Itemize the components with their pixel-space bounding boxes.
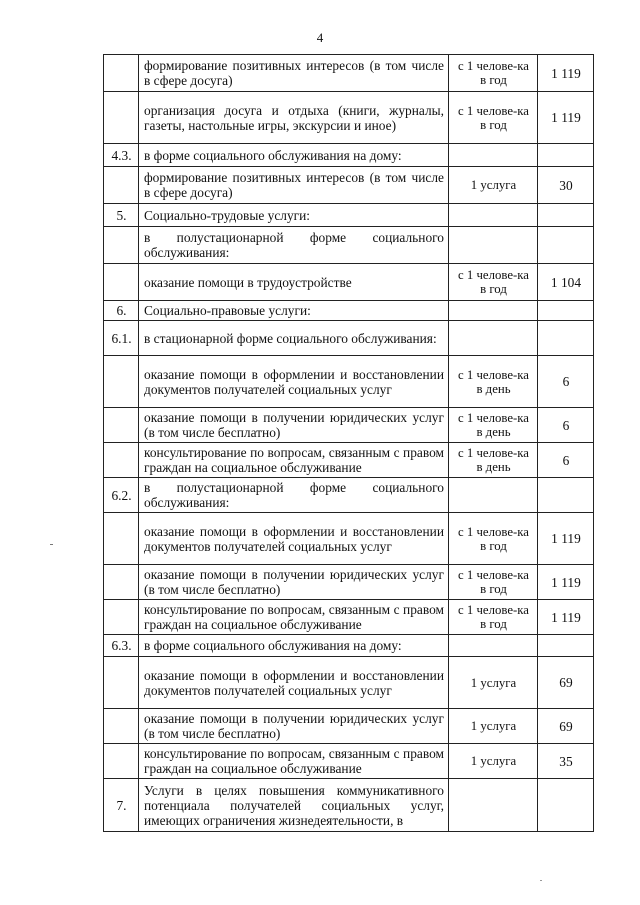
unit-cell: с 1 челове-ка в день [449,408,538,443]
unit-cell: с 1 челове-ка в год [449,92,538,144]
unit-cell [449,301,538,321]
row-number-cell [104,443,139,478]
table-row [104,478,594,513]
value-cell: 6 [538,408,594,443]
table-row [104,167,594,204]
table-row [104,356,594,408]
table-row [104,635,594,657]
service-name-cell: Услуги в целях повышения коммуникативного потенциала получателей социальных услуг, имеющих ограничения жизнедеятельности, в [139,779,449,832]
row-number-cell [104,92,139,144]
unit-cell: с 1 челове-ка в год [449,600,538,635]
row-number-cell [104,565,139,600]
value-cell [538,779,594,832]
value-cell: 6 [538,443,594,478]
row-number-cell: 6.1. [104,321,139,356]
table-row [104,565,594,600]
unit-cell: 1 услуга [449,167,538,204]
scan-speck [540,880,542,881]
row-number-cell [104,600,139,635]
table-body [104,55,594,832]
value-cell: 69 [538,709,594,744]
table-row [104,55,594,92]
service-name-cell: в полустационарной форме социального обслуживания: [139,227,449,264]
unit-cell [449,227,538,264]
value-cell [538,478,594,513]
table-row [104,744,594,779]
unit-cell: с 1 челове-ка в год [449,565,538,600]
service-name-cell: оказание помощи в получении юридических услуг (в том числе бесплатно) [139,408,449,443]
service-name-cell: оказание помощи в трудоустройстве [139,264,449,301]
table-row [104,321,594,356]
table-row [104,301,594,321]
unit-cell: 1 услуга [449,709,538,744]
row-number-cell [104,657,139,709]
service-name-cell: консультирование по вопросам, связанным с правом граждан на социальное обслуживание [139,443,449,478]
unit-cell: с 1 челове-ка в день [449,443,538,478]
value-cell: 1 119 [538,513,594,565]
unit-cell: с 1 челове-ка в год [449,513,538,565]
service-name-cell: оказание помощи в получении юридических услуг (в том числе бесплатно) [139,709,449,744]
unit-cell: с 1 челове-ка в год [449,264,538,301]
unit-cell [449,321,538,356]
unit-cell: с 1 челове-ка в год [449,55,538,92]
service-name-cell: Социально-трудовые услуги: [139,204,449,227]
service-name-cell: в форме социального обслуживания на дому: [139,144,449,167]
table-row [104,779,594,832]
row-number-cell [104,264,139,301]
value-cell: 1 119 [538,600,594,635]
value-cell: 69 [538,657,594,709]
service-name-cell: консультирование по вопросам, связанным с правом граждан на социальное обслуживание [139,744,449,779]
service-name-cell: оказание помощи в оформлении и восстановлении документов получателей социальных услуг [139,513,449,565]
unit-cell: с 1 челове-ка в день [449,356,538,408]
service-name-cell: оказание помощи в оформлении и восстановлении документов получателей социальных услуг [139,657,449,709]
row-number-cell: 6. [104,301,139,321]
value-cell: 1 119 [538,55,594,92]
unit-cell [449,478,538,513]
service-name-cell: в форме социального обслуживания на дому: [139,635,449,657]
row-number-cell: 4.3. [104,144,139,167]
row-number-cell [104,709,139,744]
row-number-cell [104,408,139,443]
services-table [103,54,594,832]
row-number-cell [104,167,139,204]
value-cell: 1 119 [538,92,594,144]
page-number: 4 [316,30,324,45]
table-row [104,709,594,744]
unit-cell [449,779,538,832]
row-number-cell [104,744,139,779]
row-number-cell [104,55,139,92]
row-number-cell: 5. [104,204,139,227]
unit-cell [449,204,538,227]
table-row [104,600,594,635]
value-cell: 35 [538,744,594,779]
service-name-cell: формирование позитивных интересов (в том числе в сфере досуга) [139,167,449,204]
table-row [104,92,594,144]
value-cell [538,301,594,321]
service-name-cell: формирование позитивных интересов (в том числе в сфере досуга) [139,55,449,92]
service-name-cell: Социально-правовые услуги: [139,301,449,321]
value-cell: 1 119 [538,565,594,600]
service-name-cell: в стационарной форме социального обслуживания: [139,321,449,356]
unit-cell [449,635,538,657]
value-cell [538,321,594,356]
service-name-cell: оказание помощи в получении юридических услуг (в том числе бесплатно) [139,565,449,600]
row-number-cell: 7. [104,779,139,832]
unit-cell: 1 услуга [449,657,538,709]
row-number-cell [104,227,139,264]
row-number-cell [104,356,139,408]
value-cell [538,144,594,167]
unit-cell: 1 услуга [449,744,538,779]
row-number-cell [104,513,139,565]
value-cell [538,227,594,264]
row-number-cell: 6.3. [104,635,139,657]
service-name-cell: организация досуга и отдыха (книги, журналы, газеты, настольные игры, экскурсии и иное) [139,92,449,144]
value-cell: 6 [538,356,594,408]
value-cell: 30 [538,167,594,204]
table-row [104,204,594,227]
table-row [104,227,594,264]
table-row [104,443,594,478]
table-row [104,144,594,167]
row-number-cell: 6.2. [104,478,139,513]
service-name-cell: оказание помощи в оформлении и восстановлении документов получателей социальных услуг [139,356,449,408]
table-row [104,264,594,301]
table-row [104,657,594,709]
value-cell: 1 104 [538,264,594,301]
value-cell [538,204,594,227]
table-row [104,408,594,443]
service-name-cell: в полустационарной форме социального обслуживания: [139,478,449,513]
unit-cell [449,144,538,167]
table-row [104,513,594,565]
value-cell [538,635,594,657]
service-name-cell: консультирование по вопросам, связанным с правом граждан на социальное обслуживание [139,600,449,635]
scan-speck [50,544,53,545]
